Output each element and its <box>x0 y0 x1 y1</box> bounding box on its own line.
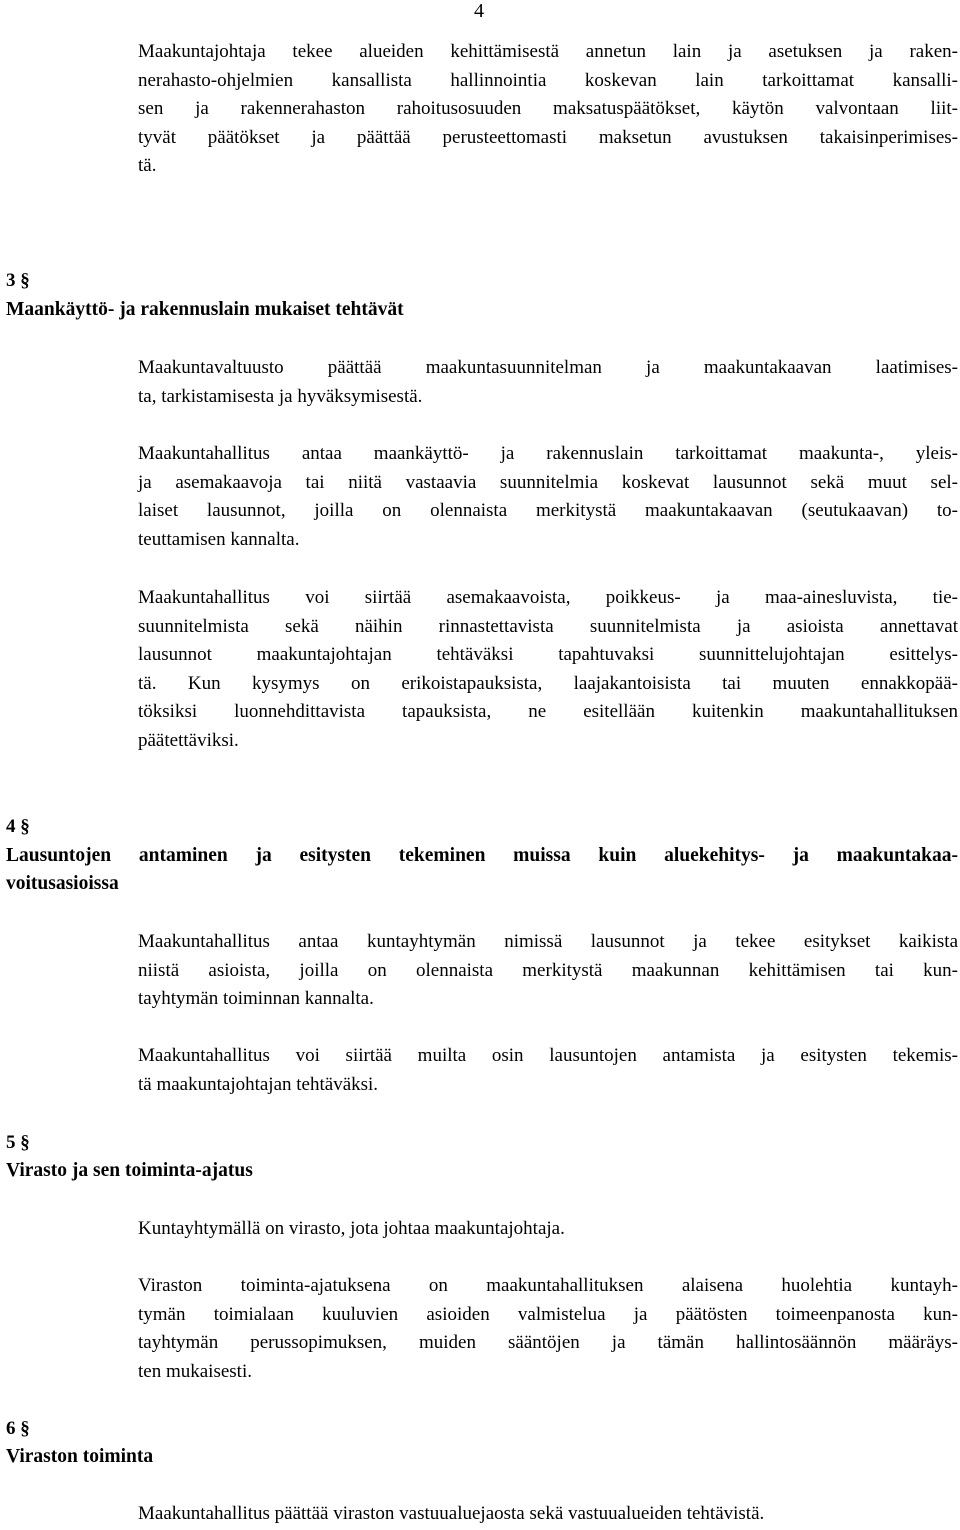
section-title <box>6 1157 958 1185</box>
text-line: tyvät päätökset ja päättää perusteettomasti maksetun avustuksen takaisinperimises- <box>138 126 958 148</box>
text-line: Viraston toiminta-ajatuksena on maakuntahallituksen alaisena huolehtia kuntayh- <box>138 1275 958 1296</box>
text-line: Maakuntahallitus antaa maankäyttö- ja rakennuslain tarkoittamat maakunta-, yleis- <box>138 443 958 464</box>
section-number: 4 § <box>6 816 30 837</box>
text-line: tayhtymän toiminnan kannalta. <box>138 988 374 1010</box>
text-line: töksiksi luonnehdittavista tapauksista, ne esitellään kuitenkin maakuntahallituksen <box>138 701 958 723</box>
text-line: suunnitelmista sekä näihin rinnastettavista suunnitelmista ja asioista annettavat <box>138 615 958 637</box>
section-paragraph <box>138 440 958 554</box>
text-line: tä. <box>138 155 157 177</box>
section-title <box>6 842 958 898</box>
text-line: Maakuntajohtaja tekee alueiden kehittämisestä annetun lain ja asetuksen ja raken- <box>138 41 958 62</box>
section-number: 6 § <box>6 1418 30 1439</box>
text-line: Maakuntahallitus voi siirtää asemakaavoista, poikkeus- ja maa-ainesluvista, tie- <box>138 587 958 608</box>
section-paragraph <box>138 1042 958 1099</box>
text-line: Maakuntahallitus päättää viraston vastuualuejaosta sekä vastuualueiden tehtävistä. <box>138 1503 765 1524</box>
text-line: ten mukaisesti. <box>138 1360 252 1382</box>
text-line: Maakuntavaltuusto päättää maakuntasuunnitelman ja maakuntakaavan laatimises- <box>138 357 958 378</box>
section-paragraph <box>138 1500 958 1529</box>
text-line: teuttamisen kannalta. <box>138 528 300 550</box>
text-line: ta, tarkistamisesta ja hyväksymisestä. <box>138 385 423 407</box>
section-paragraph <box>138 1215 958 1244</box>
page-number: 4 <box>474 0 484 22</box>
title-line: Lausuntojen antaminen ja esitysten tekeminen muissa kuin aluekehitys- ja maakuntakaa- <box>6 845 958 866</box>
text-line: nerahasto-ohjelmien kansallista hallinnointia koskevan lain tarkoittamat kansalli- <box>138 69 958 91</box>
title-line: Maankäyttö- ja rakennuslain mukaiset tehtävät <box>6 299 404 320</box>
intro-paragraph <box>138 38 958 181</box>
text-line: tymän toimialaan kuuluvien asioiden valmistelua ja päätösten toimeenpanosta kun- <box>138 1303 958 1325</box>
text-line: sen ja rakennerahaston rahoitusosuuden maksatuspäätökset, käytön valvontaan liit- <box>138 98 958 120</box>
text-line: ja asemakaavoja tai niitä vastaavia suunnitelmia koskevat lausunnot sekä muut sel- <box>138 471 958 493</box>
text-line: Maakuntahallitus antaa kuntayhtymän nimissä lausunnot ja tekee esitykset kaikista <box>138 931 958 952</box>
section-title <box>6 1443 958 1471</box>
section-paragraph <box>138 584 958 756</box>
title-line: Viraston toiminta <box>6 1446 154 1467</box>
section-number: 3 § <box>6 270 30 291</box>
title-line: voitusasioissa <box>6 873 119 894</box>
text-line: Maakuntahallitus voi siirtää muilta osin lausuntojen antamista ja esitysten tekemis- <box>138 1045 958 1066</box>
text-line: tä. Kun kysymys on erikoistapauksista, laajakantoisista tai muuten ennakkopää- <box>138 672 958 694</box>
text-line: tä maakuntajohtajan tehtäväksi. <box>138 1073 379 1095</box>
section-title <box>6 296 958 324</box>
text-line: niistä asioista, joilla on olennaista merkitystä maakunnan kehittämisen tai kun- <box>138 959 958 981</box>
section-number: 5 § <box>6 1132 30 1153</box>
section-paragraph <box>138 354 958 411</box>
text-line: lausunnot maakuntajohtajan tehtäväksi tapahtuvaksi suunnittelujohtajan esittelys- <box>138 644 958 666</box>
section-paragraph <box>138 928 958 1014</box>
title-line: Virasto ja sen toiminta-ajatus <box>6 1160 253 1181</box>
section-paragraph <box>138 1272 958 1386</box>
text-line: päätettäviksi. <box>138 729 239 751</box>
text-line: Kuntayhtymällä on virasto, jota johtaa maakuntajohtaja. <box>138 1218 565 1239</box>
text-line: tayhtymän perussopimuksen, muiden sääntöjen ja tämän hallintosäännön määräys- <box>138 1332 958 1354</box>
text-line: laiset lausunnot, joilla on olennaista merkitystä maakuntakaavan (seutukaavan) to- <box>138 500 958 522</box>
